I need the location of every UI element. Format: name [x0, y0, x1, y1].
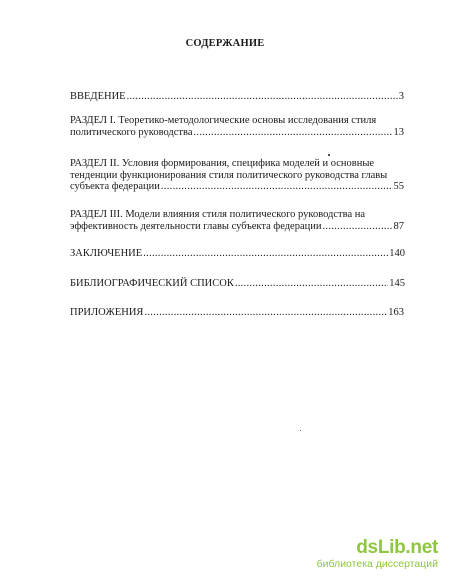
- scan-speck: [300, 430, 301, 431]
- toc-entry-label: ЗАКЛЮЧЕНИЕ: [70, 248, 143, 259]
- scan-speck: [328, 154, 330, 156]
- toc-page-number: 163: [388, 307, 404, 318]
- dot-leader: [235, 278, 388, 290]
- dslib-logo: dsLib.net: [356, 537, 438, 558]
- toc-page-number: 145: [389, 278, 405, 289]
- dslib-watermark[interactable]: [317, 538, 438, 570]
- toc-entry-label: РАЗДЕЛ I. Теоретико-методологические основы исследования стиля: [70, 115, 377, 126]
- toc-page-number: 87: [393, 220, 404, 232]
- toc-entry-label: РАЗДЕЛ III. Модели влияния стиля политического руководства на: [70, 209, 366, 220]
- dot-leader: [127, 91, 398, 103]
- toc-page-number: 3: [398, 91, 404, 102]
- toc-entry-label: ПРИЛОЖЕНИЯ: [70, 307, 144, 318]
- toc-entry-label: тенденции функционирования стиля политического руководства главы: [70, 169, 388, 181]
- toc-entry-conclusion[interactable]: [70, 248, 405, 260]
- toc-entry-label: РАЗДЕЛ II. Условия формирования, специфика моделей и основные: [70, 158, 375, 169]
- toc-page-number: 13: [393, 126, 404, 138]
- dot-leader: [161, 181, 393, 193]
- dot-leader: [144, 307, 387, 319]
- toc-page-number: 140: [389, 248, 405, 259]
- dot-leader: [322, 221, 392, 233]
- toc-entry-section-1[interactable]: [70, 115, 404, 138]
- dslib-tagline: библиотека диссертаций: [316, 558, 438, 570]
- toc-entry-section-2[interactable]: [70, 158, 404, 193]
- toc-entry-bibliography[interactable]: [70, 278, 405, 290]
- toc-entry-appendices[interactable]: [70, 307, 404, 319]
- toc-page-number: 55: [393, 181, 404, 192]
- toc-entry-label: ВВЕДЕНИЕ: [70, 91, 126, 102]
- toc-entry-section-3[interactable]: [70, 209, 404, 232]
- toc-entry-introduction[interactable]: [70, 91, 404, 103]
- toc-entry-label: субъекта федерации: [70, 181, 160, 192]
- toc-entry-label: политического руководства: [70, 126, 193, 138]
- toc-entry-label: эффективность деятельности главы субъекта федерации: [70, 220, 322, 232]
- dot-leader: [193, 127, 392, 139]
- toc-entry-label: БИБЛИОГРАФИЧЕСКИЙ СПИСОК: [70, 278, 234, 289]
- page-title: СОДЕРЖАНИЕ: [185, 38, 265, 49]
- dot-leader: [143, 248, 388, 260]
